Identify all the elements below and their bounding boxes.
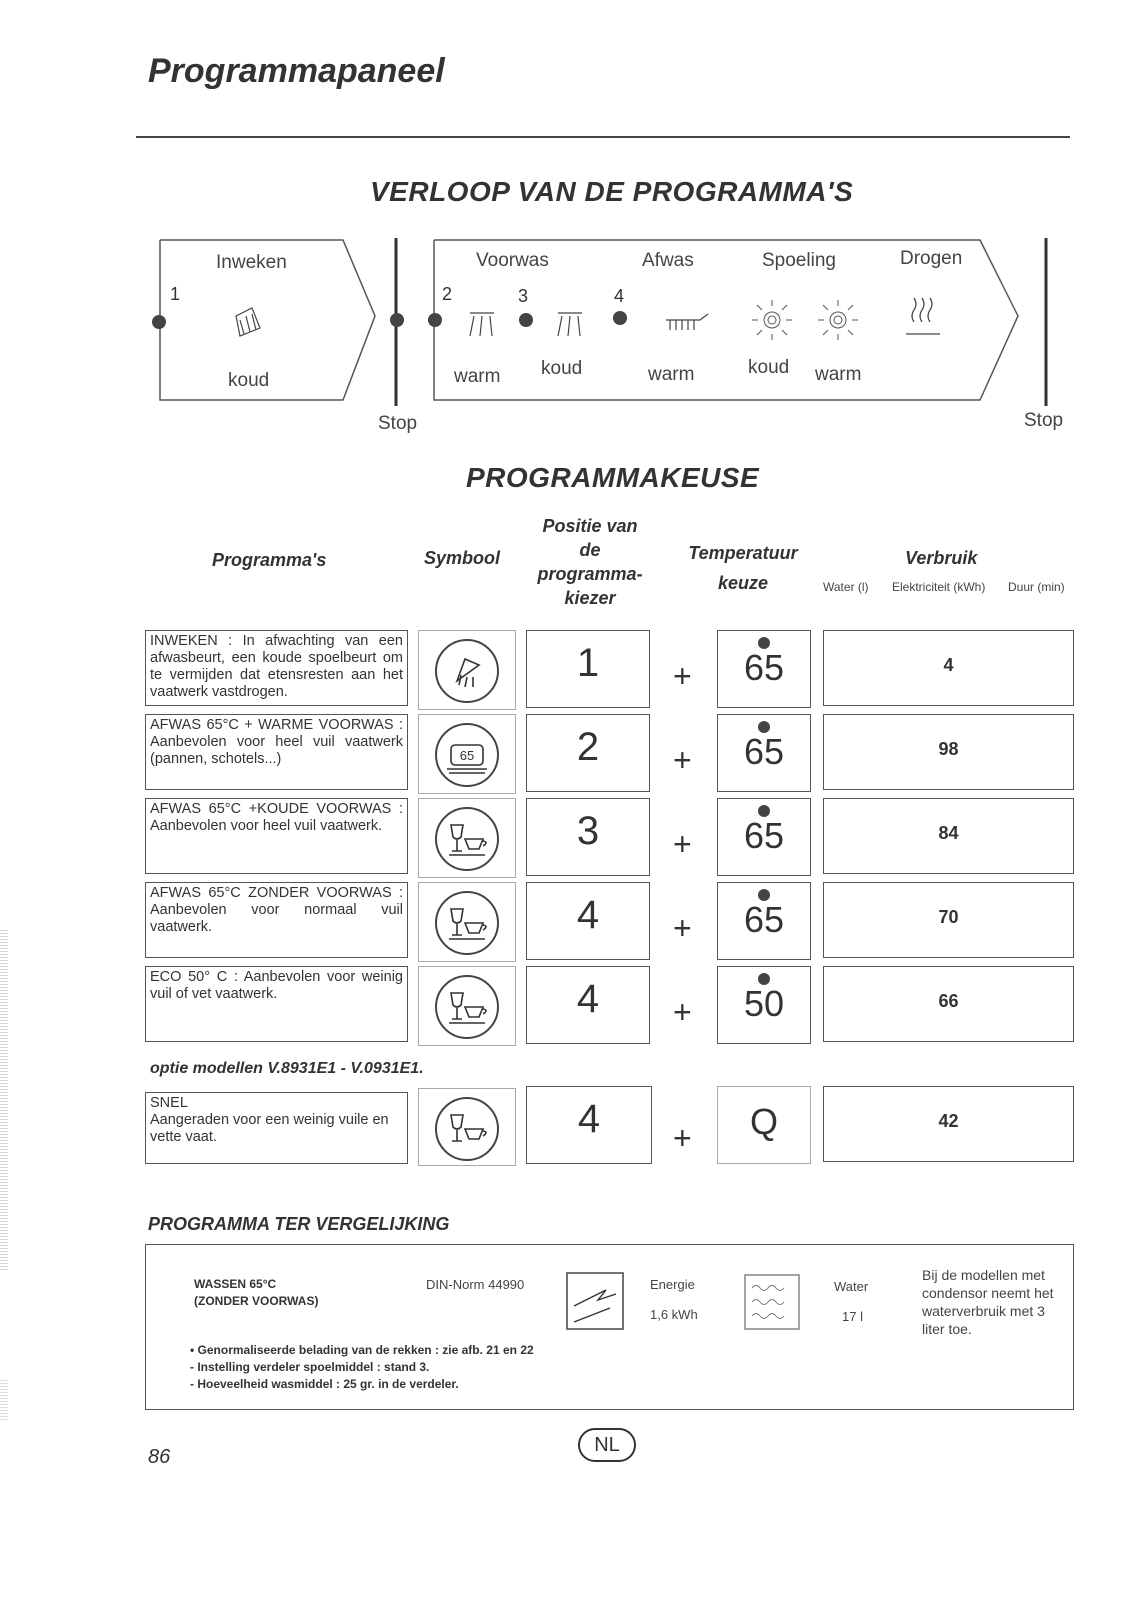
- plus-icon: +: [673, 1120, 692, 1156]
- header-verbruik: Verbruik: [905, 548, 978, 568]
- comparison-norm: DIN-Norm 44990: [426, 1277, 525, 1292]
- program-description: AFWAS 65°C +KOUDE VOORWAS : Aanbevolen voor heel vuil vaatwerk.: [145, 798, 408, 874]
- comparison-title: PROGRAMMA TER VERGELIJKING: [148, 1214, 450, 1234]
- position-value: 1: [576, 641, 600, 685]
- temperature-cell: [717, 798, 811, 876]
- water-icon: [744, 1274, 800, 1330]
- temp-label: koud: [228, 370, 270, 391]
- phase-spoeling: Spoeling: [762, 250, 836, 271]
- position-value: 4: [577, 1097, 601, 1141]
- glass-symbol-icon: [435, 807, 499, 871]
- energy-label: Energie: [650, 1277, 695, 1292]
- pan-symbol-icon: [435, 723, 499, 787]
- header-programmas: Programma's: [212, 550, 327, 570]
- position-number: 2: [442, 284, 453, 304]
- position-number: 3: [518, 286, 529, 306]
- plus-icon: +: [673, 826, 692, 862]
- consumption-cell: [823, 630, 1074, 706]
- symbol-cell: [418, 714, 516, 794]
- temperature-value: 65: [743, 647, 785, 688]
- position-cell: [526, 882, 650, 960]
- plus-icon: +: [673, 658, 692, 694]
- program-description: ECO 50° C : Aanbevolen voor weinig vuil of vet vaatwerk.: [145, 966, 408, 1042]
- position-dot: [519, 313, 533, 327]
- symbol-cell: [418, 1088, 516, 1166]
- glass-symbol-icon: [435, 891, 499, 955]
- position-cell: [526, 798, 650, 876]
- header-water: Water (l): [823, 580, 869, 594]
- temp-label: warm: [454, 366, 501, 387]
- position-value: 4: [576, 977, 600, 1021]
- position-cell: [526, 1086, 652, 1164]
- plus-icon: +: [673, 994, 692, 1030]
- temperature-cell: [717, 630, 811, 708]
- symbol-cell: [418, 630, 516, 710]
- temperature-value: 65: [743, 899, 785, 940]
- position-cell: [526, 630, 650, 708]
- selection-title: PROGRAMMAKEUSE: [466, 462, 760, 493]
- page-number: 86: [148, 1446, 171, 1468]
- phase-inweken: Inweken: [216, 252, 287, 273]
- consumption-cell: [823, 1086, 1074, 1162]
- position-cell: [526, 966, 650, 1044]
- position-dot: [428, 313, 442, 327]
- temperature-cell: [717, 1086, 811, 1164]
- temperature-cell: [717, 714, 811, 792]
- position-number: 4: [614, 286, 625, 306]
- temp-label: warm: [815, 364, 862, 385]
- position-value: 2: [576, 725, 600, 769]
- temperature-cell: [717, 966, 811, 1044]
- symbol-cell: [418, 966, 516, 1046]
- flow-title: VERLOOP VAN DE PROGRAMMA'S: [370, 176, 854, 207]
- program-description: INWEKEN : In afwachting van een afwasbeurt, een koude spoelbeurt om te vermijden dat etensresten aan het vaatwerk vastdrogen.: [145, 630, 408, 706]
- glass-cup-symbol-icon: [435, 1097, 499, 1161]
- temperature-value: 65: [743, 731, 785, 772]
- quick-symbol: Q: [749, 1101, 778, 1142]
- consumption-cell: [823, 714, 1074, 790]
- title-divider: [136, 136, 1070, 138]
- position-number: 1: [170, 284, 181, 304]
- phase-afwas: Afwas: [642, 250, 694, 271]
- energy-value: 1,6 kWh: [650, 1307, 698, 1322]
- scan-artifact: [0, 1380, 8, 1420]
- comparison-note: Bij de modellen met condensor neemt het waterverbruik met 3 liter toe.: [922, 1267, 1054, 1337]
- position-dot: [613, 311, 627, 325]
- temp-label: warm: [648, 364, 695, 385]
- duration-value: 84: [938, 823, 959, 843]
- duration-value: 4: [943, 655, 954, 675]
- phase-voorwas: Voorwas: [476, 250, 549, 271]
- header-positie: Positie van de programma- kiezer: [537, 516, 643, 608]
- position-value: 4: [576, 893, 600, 937]
- consumption-cell: [823, 798, 1074, 874]
- scan-artifact: [0, 930, 8, 1270]
- bullet-item: - Instelling verdeler spoelmiddel : stand 3.: [190, 1360, 430, 1374]
- svg-text:65: 65: [459, 748, 475, 763]
- stop-label: Stop: [1024, 410, 1064, 431]
- temperature-cell: [717, 882, 811, 960]
- glass-symbol-icon: [435, 975, 499, 1039]
- temp-label: koud: [748, 357, 790, 378]
- symbol-cell: [418, 798, 516, 878]
- position-value: 3: [576, 809, 600, 853]
- program-description: SNEL Aangeraden voor een weinig vuile en vette vaat.: [145, 1092, 408, 1164]
- header-symbool: Symbool: [424, 548, 501, 568]
- comparison-program: WASSEN 65°C (ZONDER VOORWAS): [194, 1277, 319, 1308]
- water-value: 17 l: [842, 1309, 863, 1324]
- duration-value: 66: [938, 991, 959, 1011]
- symbol-cell: [418, 882, 516, 962]
- header-elektriciteit: Elektriciteit (kWh): [892, 580, 986, 594]
- temperature-value: 50: [743, 983, 785, 1024]
- bullet-item: • Genormaliseerde belading van de rekken : zie afb. 21 en 22: [190, 1343, 534, 1357]
- position-dot: [152, 315, 166, 329]
- duration-value: 98: [938, 739, 959, 759]
- language-badge: NL: [578, 1428, 636, 1462]
- header-temperatuur: Temperatuur keuze: [688, 543, 798, 593]
- program-description: AFWAS 65°C + WARME VOORWAS : Aanbevolen voor heel vuil vaatwerk (pannen, schotels...): [145, 714, 408, 790]
- plus-icon: +: [673, 742, 692, 778]
- page-title: Programmapaneel: [148, 52, 445, 90]
- program-description: AFWAS 65°C ZONDER VOORWAS : Aanbevolen voor normaal vuil vaatwerk.: [145, 882, 408, 958]
- comparison-bullets: [190, 1342, 534, 1393]
- consumption-cell: [823, 966, 1074, 1042]
- consumption-cell: [823, 882, 1074, 958]
- duration-value: 42: [938, 1111, 959, 1131]
- position-cell: [526, 714, 650, 792]
- stop-dot: [390, 313, 404, 327]
- temp-label: koud: [541, 358, 583, 379]
- phase-drogen: Drogen: [900, 248, 963, 269]
- plus-icon: +: [673, 910, 692, 946]
- option-note: optie modellen V.8931E1 - V.0931E1.: [150, 1060, 424, 1077]
- energy-icon: [566, 1272, 624, 1330]
- duration-value: 70: [938, 907, 959, 927]
- stop-label: Stop: [378, 413, 418, 434]
- water-label: Water: [834, 1279, 869, 1294]
- shower-symbol-icon: [435, 639, 499, 703]
- header-duur: Duur (min): [1008, 580, 1065, 594]
- temperature-value: 65: [743, 815, 785, 856]
- bullet-item: - Hoeveelheid wasmiddel : 25 gr. in de verdeler.: [190, 1377, 459, 1391]
